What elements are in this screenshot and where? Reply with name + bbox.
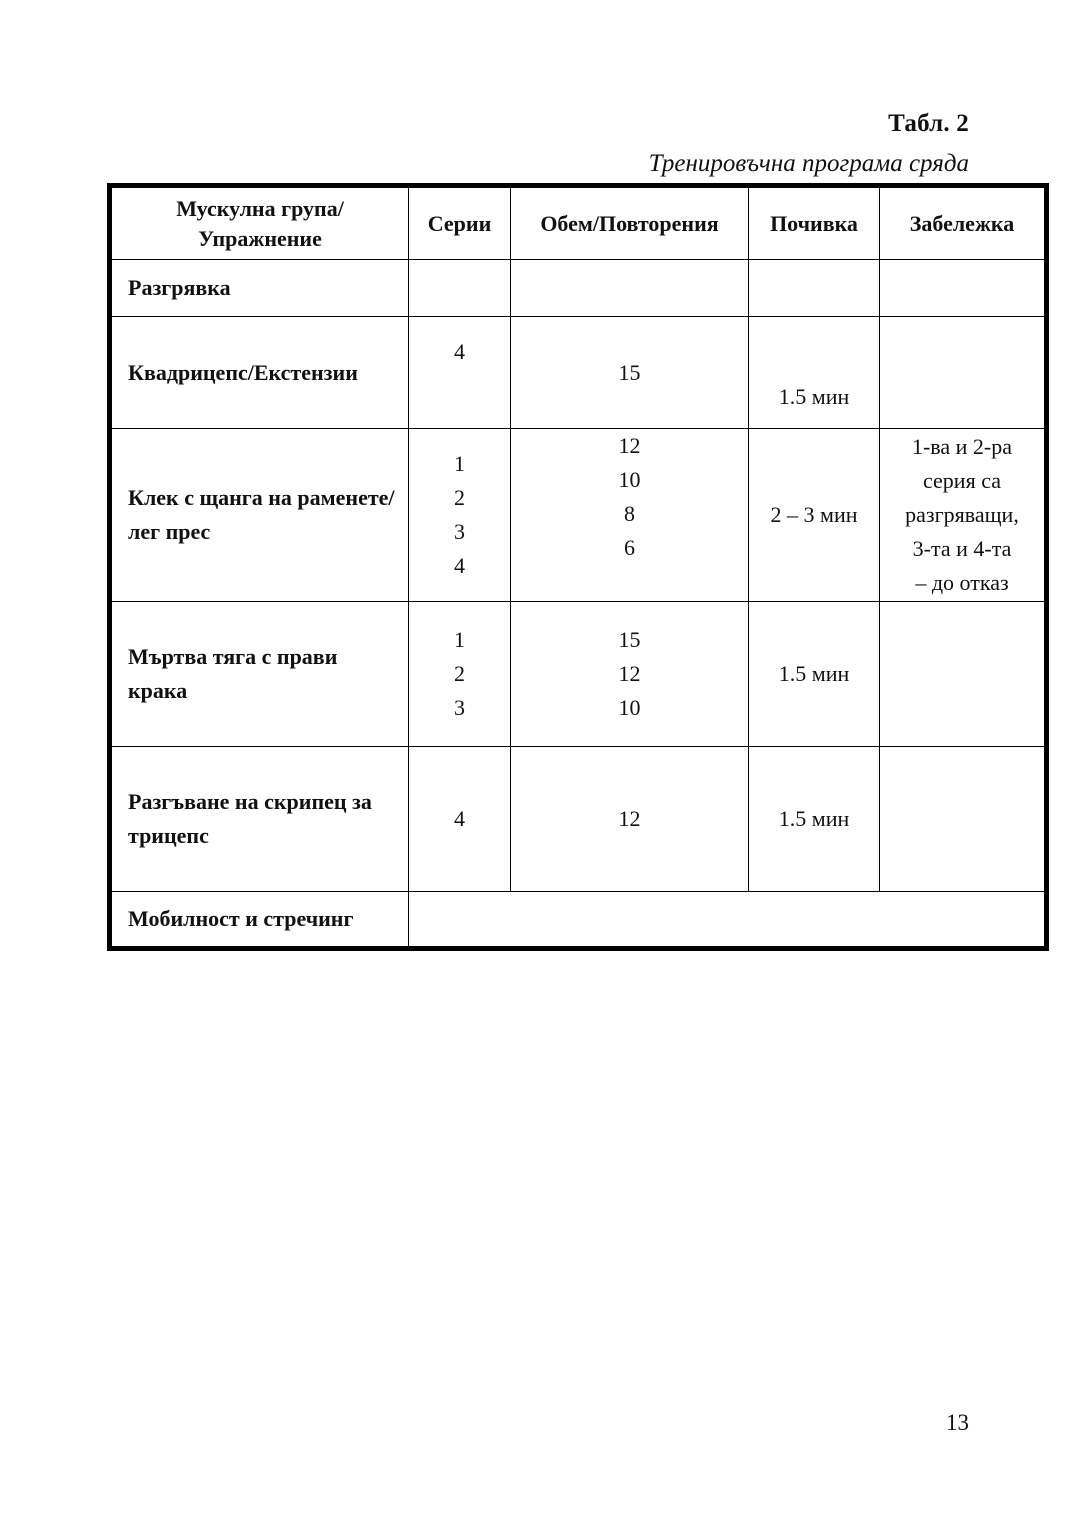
table-row <box>110 747 1047 892</box>
note-cell <box>880 317 1047 429</box>
note-line: 1-ва и 2-ра <box>911 434 1013 459</box>
series-value: 1 <box>454 451 465 476</box>
volume-cell <box>511 602 749 747</box>
exercise-cell: Мъртва тяга с прави крака <box>110 602 409 747</box>
header-volume: Обем/Повторения <box>511 186 749 260</box>
series-value: 2 <box>454 661 465 686</box>
note-cell <box>880 429 1047 602</box>
header-exercise: Мускулна група/Упражнение <box>110 186 409 260</box>
rest-cell: 2 – 3 мин <box>749 429 880 602</box>
note-cell <box>880 747 1047 892</box>
table-row <box>110 602 1047 747</box>
note-line: 3-та и 4-та <box>912 536 1012 561</box>
table-header-row <box>110 186 1047 260</box>
rest-cell: 1.5 мин <box>749 602 880 747</box>
table-row <box>110 260 1047 317</box>
page-number: 13 <box>946 1410 969 1435</box>
table-title: Тренировъчна програма сряда <box>648 150 969 177</box>
series-value: 3 <box>454 695 465 720</box>
series-value: 4 <box>454 553 465 578</box>
exercise-cell: Разгрявка <box>110 260 409 317</box>
volume-value: 10 <box>618 467 641 492</box>
table-row <box>110 429 1047 602</box>
exercise-cell: Разгъване на скрипец за трицепс <box>110 747 409 892</box>
header-rest: Почивка <box>749 186 880 260</box>
volume-value: 8 <box>624 501 635 526</box>
header-note: Забележка <box>880 186 1047 260</box>
note-cell <box>880 260 1047 317</box>
note-line: разгряващи, <box>905 502 1019 527</box>
merged-empty-cell <box>409 892 1047 949</box>
rest-cell <box>749 260 880 317</box>
volume-cell <box>511 260 749 317</box>
rest-cell: 1.5 мин <box>749 317 880 429</box>
table-number: Табл. 2 <box>888 110 969 137</box>
note-line: серия са <box>923 468 1001 493</box>
series-value: 3 <box>454 519 465 544</box>
note-line: – до отказ <box>915 570 1009 595</box>
exercise-cell: Квадрицепс/Екстензии <box>110 317 409 429</box>
series-value: 1 <box>454 627 465 652</box>
exercise-cell: Клек с щанга на раменете/лег прес <box>110 429 409 602</box>
rest-cell: 1.5 мин <box>749 747 880 892</box>
series-cell <box>409 429 511 602</box>
series-value: 2 <box>454 485 465 510</box>
header-series: Серии <box>409 186 511 260</box>
exercise-cell: Мобилност и стречинг <box>110 892 409 949</box>
volume-value: 12 <box>618 433 641 458</box>
volume-value: 15 <box>618 627 641 652</box>
table-row <box>110 317 1047 429</box>
volume-value: 10 <box>618 695 641 720</box>
volume-cell: 12 <box>511 747 749 892</box>
volume-cell <box>511 429 749 602</box>
volume-value: 12 <box>618 661 641 686</box>
series-cell: 4 <box>409 317 511 429</box>
training-program-table <box>107 183 1049 951</box>
note-cell <box>880 602 1047 747</box>
table-row <box>110 892 1047 949</box>
volume-value: 6 <box>624 535 635 560</box>
volume-cell: 15 <box>511 317 749 429</box>
series-cell <box>409 602 511 747</box>
series-cell: 4 <box>409 747 511 892</box>
series-cell <box>409 260 511 317</box>
